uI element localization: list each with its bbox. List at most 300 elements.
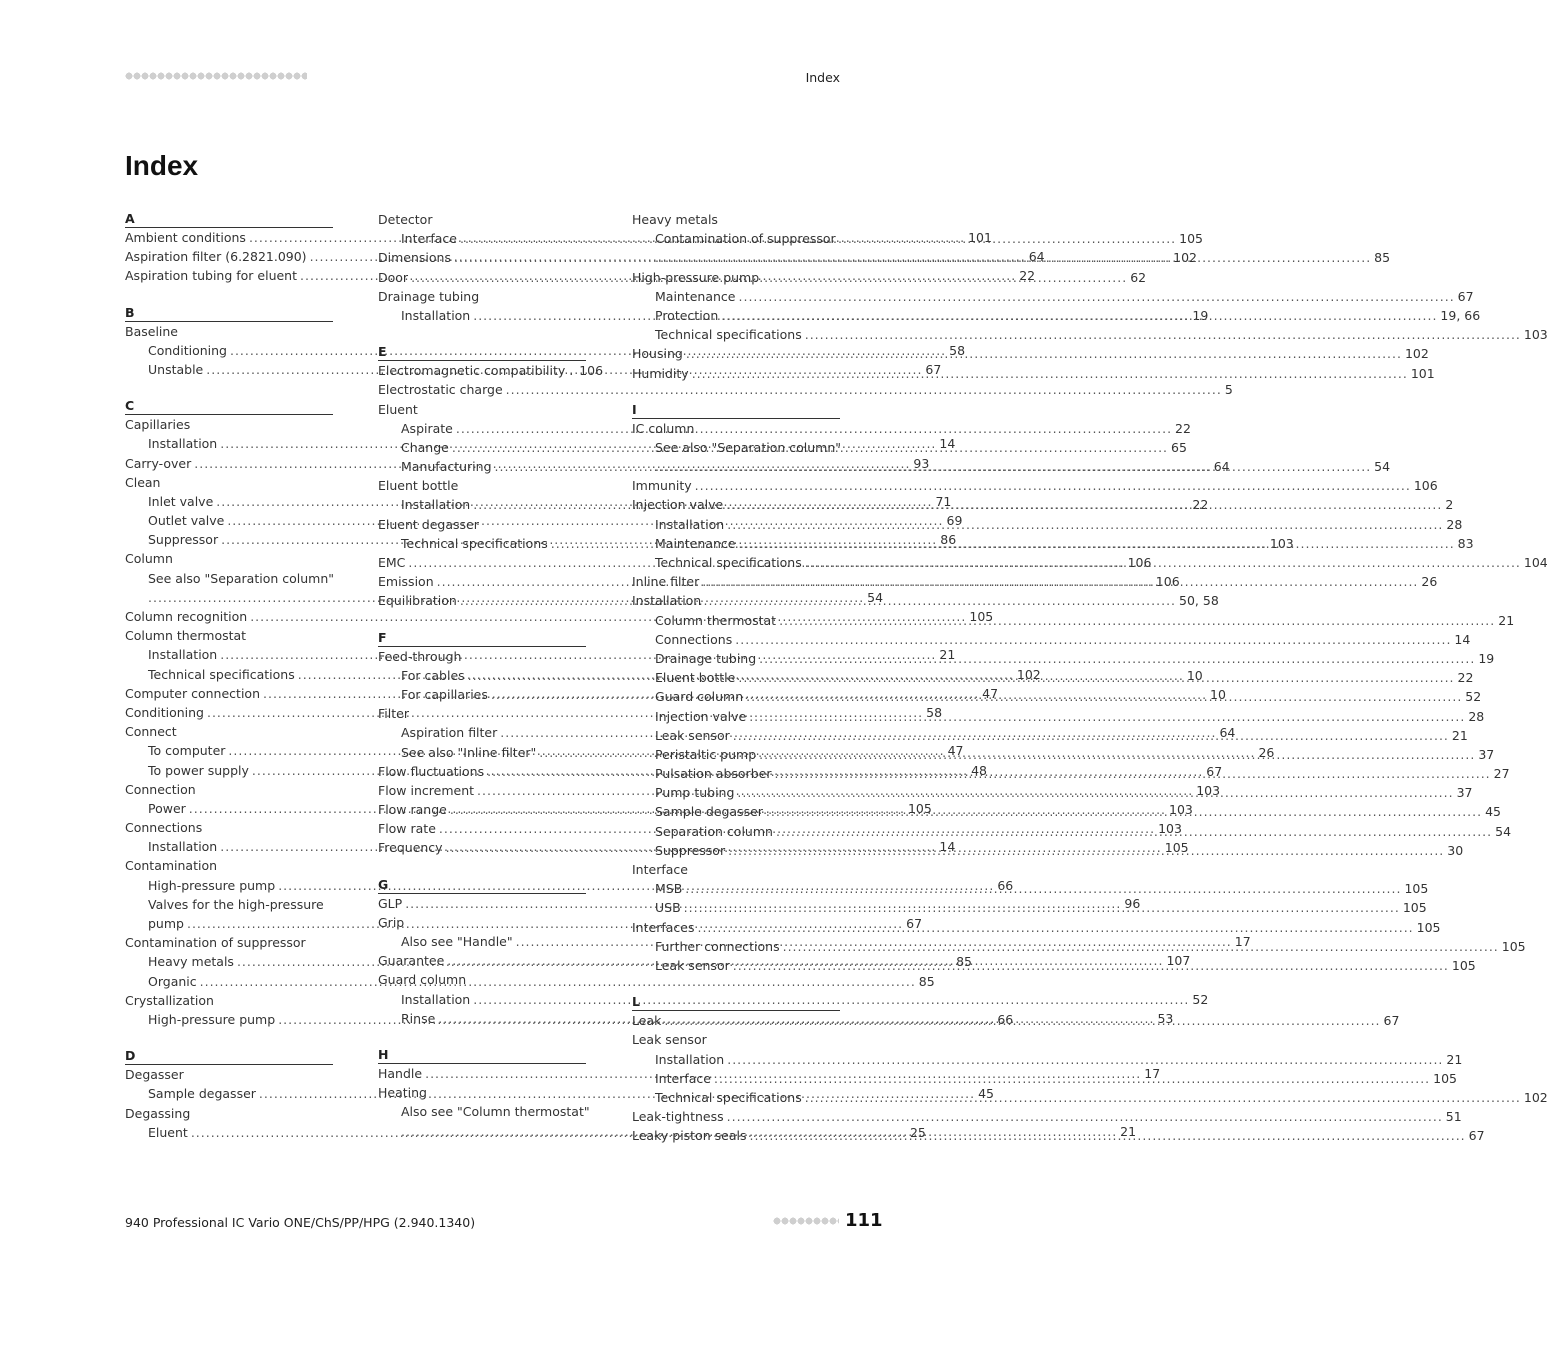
index-page-ref: 21 — [1446, 1051, 1463, 1067]
index-term: Installation — [655, 1051, 725, 1067]
index-page-ref: 67 — [1206, 763, 1223, 779]
index-term: Also see "Handle" — [401, 934, 513, 949]
index-entry — [378, 1083, 586, 1102]
index-page-ref: 2 — [1445, 497, 1454, 513]
index-entry — [125, 780, 333, 799]
index-letter-heading: C — [125, 397, 333, 415]
index-page-ref: 93 — [913, 455, 930, 471]
index-entry — [125, 856, 333, 875]
index-letter-heading: E — [378, 343, 586, 361]
index-entry — [378, 970, 586, 989]
dot-leader — [749, 1126, 1465, 1145]
index-term: Injection valve — [655, 708, 747, 724]
index-entry — [125, 1065, 333, 1084]
index-term: Clean — [125, 474, 161, 490]
index-page-ref: 21 — [1451, 727, 1468, 743]
index-page-ref: 83 — [1457, 535, 1474, 551]
index-page-ref: 64 — [1028, 249, 1045, 265]
index-term: Connection — [125, 781, 196, 797]
dot-leader — [779, 611, 1495, 630]
index-term: Filter — [378, 706, 409, 722]
dot-leader — [685, 879, 1401, 898]
index-term: Leak sensor — [632, 1032, 707, 1048]
index-term: Installation — [401, 307, 471, 323]
dot-leader — [728, 841, 1444, 860]
index-page-ref: 30 — [1447, 842, 1464, 858]
dot-leader — [684, 898, 1400, 917]
index-term: Sample degasser — [655, 804, 763, 820]
dot-leader — [737, 783, 1453, 802]
footer-decoration — [773, 1217, 839, 1226]
index-letter-heading: A — [125, 210, 333, 228]
dot-leader — [714, 1069, 1430, 1088]
dot-leader — [783, 937, 1499, 956]
index-entry — [378, 913, 586, 932]
index-page-ref: 25 — [909, 1124, 926, 1140]
index-term: Door — [378, 269, 409, 285]
index-term: Handle — [378, 1065, 423, 1081]
index-page-ref: 64 — [1219, 725, 1236, 741]
index-term: Equilibration — [378, 593, 457, 609]
index-page-ref: 10 — [1186, 667, 1203, 683]
index-term: Conditioning — [125, 704, 204, 720]
index-term: Eluent bottle — [655, 670, 736, 686]
index-page-ref: 54 — [1374, 459, 1391, 475]
dot-leader — [805, 1088, 1521, 1107]
dot-leader — [697, 918, 1413, 937]
page-title: Index — [125, 150, 199, 181]
index-page-ref: 66 — [997, 877, 1014, 893]
index-term: Humidity — [632, 365, 689, 381]
index-term: Pulsation absorber — [655, 766, 772, 782]
index-entry — [125, 933, 333, 952]
index-letter-heading: D — [125, 1047, 333, 1065]
index-term: Emission — [378, 574, 434, 590]
index-letter-heading: I — [632, 401, 840, 419]
index-page-ref: 105 — [1433, 1070, 1457, 1086]
index-term: Interface — [401, 231, 457, 247]
index-subentry — [632, 438, 840, 457]
index-entry — [632, 419, 840, 438]
index-page-ref: 37 — [1456, 785, 1473, 801]
index-term: Leak-tightness — [632, 1109, 724, 1125]
index-term: Degasser — [125, 1067, 184, 1083]
index-page-ref: 14 — [939, 436, 956, 452]
footer-product: 940 Professional IC Vario ONE/ChS/PP/HPG (2.940.1340) — [125, 1215, 476, 1230]
index-entry — [632, 1107, 1462, 1126]
index-page-ref: 28 — [1468, 708, 1485, 724]
index-term: Manufacturing — [401, 459, 492, 475]
index-page-ref: 52 — [1465, 689, 1482, 705]
index-page-ref: 54 — [867, 589, 884, 605]
dot-leader — [733, 726, 1449, 745]
index-entry — [378, 647, 586, 666]
index-page-ref: 85 — [918, 973, 935, 989]
index-entry — [125, 626, 333, 645]
index-entry — [125, 818, 333, 837]
index-entry — [378, 287, 586, 306]
index-term: Eluent bottle — [378, 478, 459, 494]
dot-leader — [686, 344, 1402, 363]
index-entry — [378, 476, 586, 495]
index-page-ref: 22 — [1175, 420, 1191, 436]
index-page-ref: 105 — [907, 800, 932, 816]
index-term: Crystallization — [125, 992, 214, 1008]
index-term: Degassing — [125, 1105, 191, 1121]
index-term: Power — [148, 800, 186, 816]
index-page-ref: 5 — [1224, 382, 1233, 398]
index-page-ref: 37 — [1478, 746, 1495, 762]
dot-leader — [774, 764, 1490, 783]
index-page-ref: 17 — [1144, 1065, 1161, 1081]
index-term: Aspiration filter — [401, 725, 498, 741]
index-term: pump — [148, 916, 184, 931]
index-subentry — [632, 1050, 1463, 1069]
page-number: 111 — [845, 1210, 883, 1231]
index-term: Installation — [148, 647, 218, 663]
dot-leader — [695, 476, 1411, 495]
index-page-ref: 105 — [1416, 919, 1441, 935]
index-page-ref: 105 — [1404, 881, 1429, 897]
index-page-ref: 19 — [1478, 650, 1495, 666]
index-subentry — [632, 229, 840, 248]
dot-leader — [776, 822, 1492, 841]
index-page-ref: 66 — [997, 1011, 1014, 1027]
index-term: Pump tubing — [655, 785, 735, 801]
index-page-ref: 45 — [978, 1086, 994, 1102]
index-term: Flow fluctuations — [378, 763, 485, 779]
index-term: Inline filter — [632, 574, 700, 590]
index-term: Leak sensor — [655, 957, 730, 973]
index-term: Column — [125, 551, 173, 567]
index-term: Injection valve — [632, 497, 724, 513]
dot-leader — [739, 287, 1455, 306]
index-term: For capillaries — [401, 686, 488, 702]
index-term: Contamination of suppressor — [655, 231, 836, 247]
index-page-ref: 65 — [1171, 439, 1187, 455]
index-term: See also "Inline filter" — [401, 744, 537, 760]
index-page-ref: 103 — [1169, 802, 1193, 818]
index-entry — [378, 400, 586, 419]
index-term: Technical specifications — [148, 666, 295, 682]
index-term: Guard column — [655, 689, 744, 705]
dot-leader — [739, 534, 1455, 553]
dot-leader — [735, 630, 1451, 649]
index-term: Baseline — [125, 323, 178, 339]
index-term: Guard column — [378, 972, 467, 988]
index-page-ref: 67 — [1457, 288, 1474, 304]
index-subentry — [125, 895, 333, 914]
index-term: EMC — [378, 555, 406, 570]
index-page-ref: 85 — [1374, 250, 1391, 266]
index-term: Eluent — [378, 401, 418, 417]
index-page-ref: 47 — [947, 743, 964, 759]
index-term: Feed-through — [378, 648, 462, 664]
index-term: Interfaces — [632, 919, 695, 935]
index-entry — [632, 860, 840, 879]
dot-leader — [746, 687, 1462, 706]
index-letter-heading: G — [378, 876, 586, 894]
index-term: Further connections — [655, 938, 780, 954]
index-term: Column thermostat — [655, 612, 777, 628]
index-term: Suppressor — [655, 842, 726, 858]
index-term: To power supply — [148, 762, 249, 778]
index-term: Organic — [148, 973, 197, 989]
index-term: Connections — [125, 820, 203, 836]
index-term: Eluent — [148, 1124, 188, 1140]
index-term: Aspirate — [401, 420, 453, 436]
index-page-ref: 106 — [1127, 555, 1152, 570]
index-page-ref: 103 — [1523, 327, 1548, 343]
index-term: Heavy metals — [632, 212, 718, 227]
index-term: Change — [401, 439, 449, 455]
index-subentry — [125, 569, 333, 588]
index-page-ref: 105 — [1164, 840, 1189, 856]
index-term: Guarantee — [378, 953, 445, 969]
index-term: Sample degasser — [148, 1086, 256, 1102]
index-page-ref: 21 — [1498, 612, 1515, 628]
dot-leader — [727, 1107, 1443, 1126]
index-term: Outlet valve — [148, 513, 225, 529]
index-page-ref: 67 — [906, 916, 923, 931]
index-term: Electromagnetic compatibility . — [378, 363, 574, 379]
index-term: Column recognition — [125, 609, 248, 624]
index-page-ref: 104 — [1523, 555, 1548, 570]
index-term: Interface — [655, 1070, 711, 1086]
index-entry — [632, 1030, 840, 1049]
dot-leader — [805, 553, 1521, 572]
index-term: Housing — [632, 346, 683, 362]
index-page-ref: 69 — [946, 513, 963, 529]
index-entry — [125, 991, 333, 1010]
index-letter-heading: B — [125, 304, 333, 322]
index-entry — [632, 268, 840, 287]
dot-leader — [738, 668, 1454, 687]
index-entry — [632, 210, 840, 229]
index-subentry — [632, 630, 1471, 649]
index-term: Immunity — [632, 478, 692, 494]
index-term: Eluent degasser — [378, 516, 479, 532]
index-page-ref: 105 — [1179, 231, 1203, 247]
dot-leader — [727, 1050, 1443, 1069]
index-page-ref: 101 — [968, 230, 992, 245]
index-page-ref: 103 — [1269, 535, 1294, 551]
index-letter-heading: L — [632, 993, 840, 1011]
index-term: Electrostatic charge — [378, 382, 503, 398]
index-subentry — [378, 990, 1209, 1009]
dot-leader — [726, 495, 1442, 514]
index-page-ref: 14 — [939, 839, 956, 855]
index-page-ref: 19, 66 — [1440, 307, 1481, 323]
index-page-ref: 102 — [1016, 666, 1041, 682]
index-entry — [378, 210, 586, 229]
index-term: Installation — [148, 839, 218, 855]
index-term: Protection — [655, 307, 719, 323]
index-page-ref: 22 — [1192, 497, 1209, 513]
index-term: Valves for the high-pressure — [148, 896, 324, 912]
index-page-ref: 62 — [1130, 269, 1147, 285]
index-page-ref: 102 — [1404, 346, 1429, 362]
index-page-ref: 21 — [939, 647, 956, 663]
index-term: Installation — [401, 497, 471, 513]
index-page-ref: 27 — [1493, 766, 1510, 782]
index-page-ref: 51 — [1445, 1109, 1462, 1125]
index-page-ref: 71 — [935, 493, 952, 509]
index-term: Column thermostat — [125, 628, 247, 644]
index-page-ref: 67 — [1468, 1128, 1485, 1144]
index-term: Maintenance — [655, 535, 736, 551]
index-page-ref: 86 — [940, 532, 957, 548]
index-page-ref: 105 — [1402, 900, 1427, 916]
dot-leader — [506, 380, 1222, 399]
index-term: Peristaltic pump — [655, 746, 757, 762]
dot-leader — [702, 572, 1418, 591]
index-page-ref: 48 — [971, 762, 987, 778]
dot-leader — [759, 745, 1475, 764]
index-term: Leak sensor — [655, 727, 730, 743]
index-page-ref: 105 — [969, 609, 994, 624]
index-term: Maintenance — [655, 288, 736, 304]
index-term: Installation — [401, 991, 471, 1007]
index-term: High-pressure pump — [632, 269, 760, 285]
header-section-title: Index — [805, 70, 840, 85]
index-term: Aspiration filter (6.2821.090) — [125, 249, 307, 265]
dot-leader — [805, 325, 1521, 344]
dot-leader — [733, 956, 1449, 975]
index-entry — [378, 380, 1233, 399]
index-term: Computer connection — [125, 685, 260, 701]
index-term: Leak — [632, 1013, 662, 1029]
index-page-ref: 102 — [1173, 250, 1197, 266]
index-page-ref: 101 — [1410, 365, 1435, 381]
index-page-ref: 102 — [1523, 1089, 1548, 1105]
index-entry — [378, 515, 586, 534]
index-page-ref: 105 — [1451, 957, 1476, 973]
index-page-ref: 106 — [1413, 478, 1438, 494]
index-subentry — [632, 325, 1548, 344]
index-term: Interface — [632, 862, 688, 877]
index-entry — [125, 473, 333, 492]
index-page-ref: 107 — [1166, 953, 1191, 969]
index-letter-heading: H — [378, 1046, 586, 1064]
index-term: See also "Separation column" — [148, 570, 335, 586]
index-term: High-pressure pump — [148, 1011, 276, 1027]
dot-leader — [692, 364, 1408, 383]
index-term: Installation — [655, 516, 725, 532]
index-term: MSB — [655, 881, 683, 897]
index-term: Contamination — [125, 858, 218, 874]
index-page-ref: 19 — [1192, 307, 1209, 323]
index-page-ref: 22 — [1019, 268, 1036, 284]
index-entry — [125, 549, 333, 568]
index-term: Flow increment — [378, 782, 475, 798]
index-page-ref: 64 — [1213, 459, 1230, 475]
index-term: High-pressure pump — [148, 877, 276, 893]
dot-leader — [655, 457, 1371, 476]
index-page-ref: 21 — [1120, 1123, 1137, 1139]
index-term: IC column — [632, 420, 695, 436]
index-term: For cables — [401, 667, 465, 683]
index-page-ref: 26 — [1258, 744, 1275, 760]
index-term: USB — [655, 900, 681, 916]
index-term: Suppressor — [148, 532, 219, 548]
index-term: Detector — [378, 212, 433, 227]
index-term: Heating — [378, 1085, 427, 1101]
index-term: Also see "Column thermostat" — [401, 1104, 590, 1120]
index-page-ref: 52 — [1192, 991, 1209, 1007]
index-page-ref: 67 — [925, 361, 942, 377]
index-page-ref: 22 — [1457, 670, 1474, 686]
dot-leader — [664, 1011, 1380, 1030]
index-term: Technical specifications — [655, 555, 802, 570]
index-term: Installation — [148, 436, 218, 452]
index-subentry — [378, 1102, 590, 1121]
index-page-ref: 67 — [1383, 1013, 1400, 1029]
index-page-ref: 103 — [1158, 821, 1182, 837]
index-term: Drainage tubing — [655, 650, 757, 666]
index-term: Separation column — [655, 823, 773, 839]
index-term: Flow range — [378, 802, 447, 818]
index-term: Ambient conditions — [125, 230, 246, 245]
index-page-ref: 58 — [949, 342, 966, 358]
index-term: GLP — [378, 895, 403, 911]
index-term: Heavy metals — [148, 954, 234, 970]
dot-leader — [759, 649, 1475, 668]
dot-leader — [655, 248, 1371, 267]
index-term: Technical specifications — [401, 535, 548, 551]
index-subentry — [632, 306, 1481, 325]
index-term: Rinse — [401, 1010, 436, 1026]
dot-leader — [766, 802, 1482, 821]
index-page-ref: 17 — [1234, 934, 1251, 949]
index-entry — [632, 591, 840, 610]
index-term: Contamination of suppressor — [125, 935, 306, 951]
index-subentry — [632, 287, 1474, 306]
dot-leader — [721, 306, 1437, 325]
index-term: Frequency — [378, 840, 443, 856]
index-entry — [125, 322, 333, 341]
index-term: Dimensions — [378, 250, 451, 266]
index-term: Grip — [378, 914, 405, 930]
index-page-ref: 47 — [982, 685, 999, 701]
index-entry — [378, 361, 604, 380]
index-term: Carry-over — [125, 455, 192, 471]
index-page-ref: 50, 58 — [1179, 593, 1219, 609]
index-term: Aspiration tubing for eluent — [125, 268, 298, 284]
index-page-ref: 58 — [926, 704, 943, 720]
index-letter-heading: F — [378, 629, 586, 647]
index-page-ref: 105 — [1501, 938, 1526, 954]
dot-leader — [727, 515, 1443, 534]
index-term: See also "Separation column" — [655, 439, 842, 455]
index-term: Unstable — [148, 361, 204, 377]
index-term: Leaky piston seals — [632, 1128, 747, 1144]
index-term: Technical specifications — [655, 327, 802, 343]
index-page-ref: 106 — [579, 363, 604, 379]
index-term: Inlet valve — [148, 493, 214, 509]
index-page-ref: 103 — [1196, 782, 1221, 798]
index-page-ref: 28 — [1446, 516, 1463, 532]
index-page-ref: 96 — [1124, 895, 1141, 911]
index-page-ref: 10 — [1210, 686, 1226, 702]
index-entry — [378, 704, 586, 723]
index-entry — [125, 1104, 333, 1123]
index-page-ref: 54 — [1495, 823, 1512, 839]
index-page-ref: 14 — [1454, 631, 1471, 647]
index-entry — [632, 476, 1438, 495]
index-term: Capillaries — [125, 417, 191, 433]
index-page-ref: 26 — [1421, 574, 1438, 590]
